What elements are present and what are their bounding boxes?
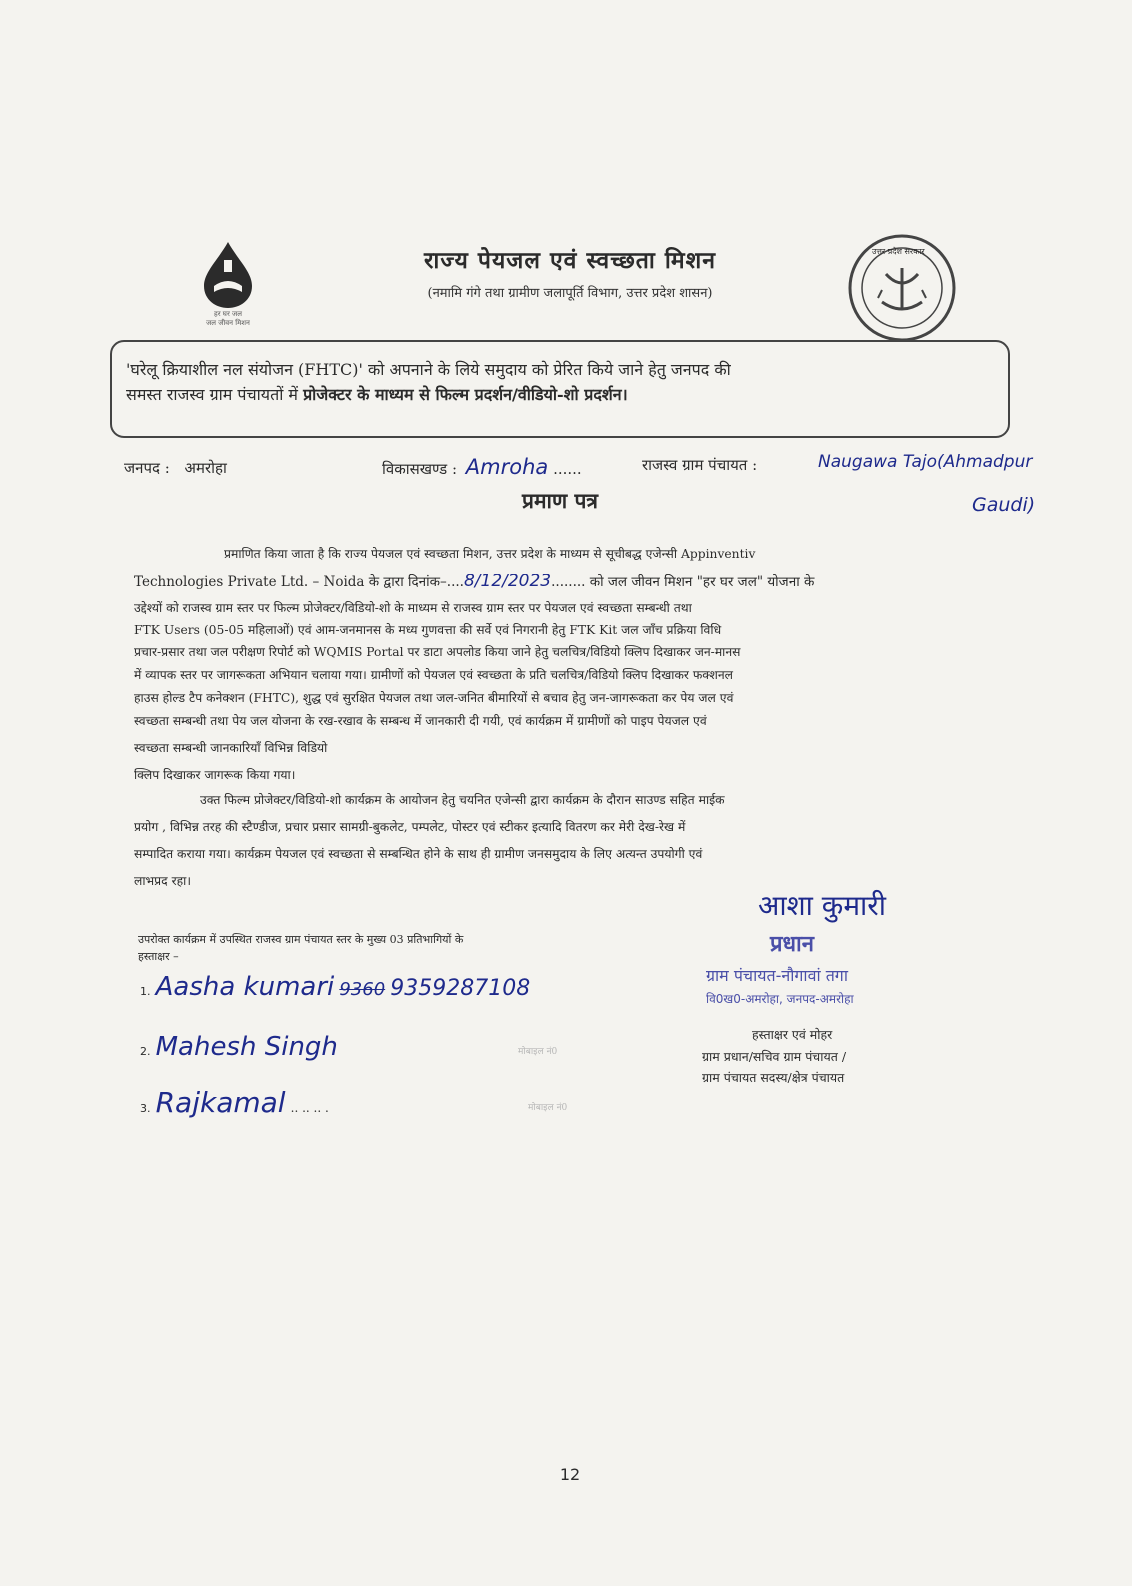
banner-line-2-plain: समस्त राजस्व ग्राम पंचायतों में (126, 385, 304, 404)
participant-2-name: Mahesh Singh (155, 1032, 338, 1062)
body-line-2: Technologies Private Ltd. – Noida के द्वारा दिनांक–....8/12/2023........ को जल जीवन मिशन "हर घर जल" योजना के (134, 574, 1060, 590)
banner-line-1: 'घरेलू क्रियाशील नल संयोजन (FHTC)' को अपनाने के लिये समुदाय को प्रेरित किये जाने हेतु जनपद की (126, 360, 731, 379)
district-field (124, 458, 227, 478)
body-line-9: स्वच्छता सम्बन्धी जानकारियाँ विभिन्न विडियो (134, 741, 328, 755)
page-title: राज्य पेयजल एवं स्वच्छता मिशन (424, 247, 716, 274)
block-value: Amroha (465, 455, 549, 479)
participant-3-name: Rajkamal (155, 1086, 286, 1119)
block-field: विकासखण्ड : Amroha ...... (382, 455, 582, 479)
participants-intro-1: उपरोक्त कार्यक्रम में उपस्थित राजस्व ग्राम पंचायत स्तर के मुख्य 03 प्रतिभागियों के (138, 933, 464, 946)
participant-2-mobile-label: मोबाइल नं0 (518, 1047, 558, 1057)
participants-intro-2: हस्ताक्षर – (138, 950, 179, 963)
participant-3-mobile-label: मोबाइल नं0 (528, 1103, 568, 1113)
gram-panchayat-value-1: Naugawa Tajo(Ahmadpur (818, 452, 1033, 472)
participant-3: 3. Rajkamal .. .. .. . (140, 1086, 329, 1119)
program-date: 8/12/2023 (463, 574, 552, 590)
pradhan-signature: आशा कुमारी (758, 889, 887, 922)
participant-1-struck-number: 9360 (339, 979, 386, 1000)
body-line-2-tail: को जल जीवन मिशन "हर घर जल" योजना के (589, 574, 815, 590)
district-value: अमरोहा (184, 459, 227, 477)
body-line-13: सम्पादित कराया गया। कार्यक्रम पेयजल एवं स्वच्छता से सम्बन्धित होने के साथ ही ग्रामीण जनसमुदाय के लिए अत्यन्त उपयोगी एवं (134, 847, 703, 861)
stamp-block-district: वि0ख0-अमरोहा, जनपद-अमरोहा (706, 992, 854, 1006)
har-ghar-jal-logo (188, 240, 268, 340)
seal-text: उत्तर प्रदेश सरकार (872, 247, 925, 256)
logo-caption-1: हर घर जल (214, 310, 242, 318)
body-line-10: क्लिप दिखाकर जागरूक किया गया। (134, 768, 296, 782)
body-line-1: प्रमाणित किया जाता है कि राज्य पेयजल एवं स्वच्छता मिशन, उत्तर प्रदेश के माध्यम से सूचीबद्ध एजेन्सी Appinventiv (224, 547, 756, 561)
body-line-5: प्रचार-प्रसार तथा जल परीक्षण रिपोर्ट को WQMIS Portal पर डाटा अपलोड किया जाने हेतु चलचित्र/विडियो क्लिप दिखाकर जन-मानस (134, 645, 741, 659)
participant-2-number: 2. (140, 1045, 151, 1058)
signature-caption-1: हस्ताक्षर एवं मोहर (752, 1027, 833, 1042)
body-line-4: FTK Users (05-05 महिलाओं) एवं आम-जनमानस के मध्य गुणवत्ता की सर्वे एवं निगरानी हेतु FTK Kit जल जाँच प्रक्रिया विधि (134, 623, 722, 637)
body-line-14: लाभप्रद रहा। (134, 874, 192, 888)
stamp-pradhan: प्रधान (770, 932, 814, 957)
gram-panchayat-value-2: Gaudi) (972, 494, 1036, 516)
water-drop-icon (196, 240, 260, 310)
page-number: 12 (559, 1465, 581, 1484)
body-line-3: उद्देश्यों को राजस्व ग्राम स्तर पर फिल्म प्रोजेक्टर/विडियो-शो के माध्यम से राजस्व ग्राम स्तर पर पेयजल एवं स्वच्छता सम्बन्धी तथा (134, 601, 692, 615)
page-subtitle: (नमामि गंगे तथा ग्रामीण जलापूर्ति विभाग, उत्तर प्रदेश शासन) (427, 286, 713, 301)
participant-3-number: 3. (140, 1102, 151, 1115)
block-label: विकासखण्ड : (382, 460, 458, 478)
certificate-title: प्रमाण पत्र (522, 488, 598, 513)
banner-line-2 (126, 384, 628, 406)
body-line-7: हाउस होल्ड टैप कनेक्शन (FHTC), शुद्ध एवं सुरक्षित पेयजल तथा जल-जनित बीमारियों से बचाव हेतु जन-जागरूकता कर पेय जल एवं (134, 691, 734, 705)
signature-caption-2: ग्राम प्रधान/सचिव ग्राम पंचायत / (702, 1049, 847, 1064)
banner-line-2-bold: प्रोजेक्टर के माध्यम से फिल्म प्रदर्शन/वीडियो-शो प्रदर्शन। (303, 385, 628, 404)
signature-caption-3: ग्राम पंचायत सदस्य/क्षेत्र पंचायत (702, 1070, 845, 1085)
participant-1-number: 1. (140, 985, 151, 998)
gram-panchayat-label: राजस्व ग्राम पंचायत : (642, 456, 758, 474)
program-banner (110, 340, 1010, 438)
body-line-11: उक्त फिल्म प्रोजेक्टर/विडियो-शो कार्यक्रम के आयोजन हेतु चयनित एजेन्सी द्वारा कार्यक्रम के दौरान साउण्ड सहित माईक (200, 793, 725, 807)
participant-1 (140, 972, 530, 1002)
logo-caption-2: जल जीवन मिशन (206, 319, 250, 327)
body-line-2-head: Technologies Private Ltd. – Noida के द्वारा दिनांक– (134, 574, 447, 590)
participant-1-name: Aasha kumari (155, 972, 335, 1002)
up-govt-seal (846, 232, 958, 344)
district-label: जनपद : (124, 459, 170, 477)
participant-1-phone: 9359287108 (390, 976, 531, 1001)
stamp-gram-panchayat: ग्राम पंचायत-नौगावां तगा (706, 966, 848, 985)
body-line-6: में व्यापक स्तर पर जागरूकता अभियान चलाया गया। ग्रामीणों को पेयजल एवं स्वच्छता के प्रति चलचित्र/विडियो क्लिप दिखाकर फक्शनल (134, 668, 734, 682)
participant-2 (140, 1032, 338, 1062)
body-line-12: प्रयोग , विभिन्न तरह की स्टैण्डीज, प्रचार प्रसार सामग्री-बुकलेट, पम्पलेट, पोस्टर एवं स्टीकर इत्यादि वितरण कर मेरी देख-रेख में (134, 820, 686, 834)
body-line-8: स्वच्छता सम्बन्धी तथा पेय जल योजना के रख-रखाव के सम्बन्ध में जानकारी दी गयी, एवं कार्यक्रम में ग्रामीणों को पाइप पेयजल एवं (134, 714, 707, 728)
gram-panchayat-field (642, 455, 757, 475)
